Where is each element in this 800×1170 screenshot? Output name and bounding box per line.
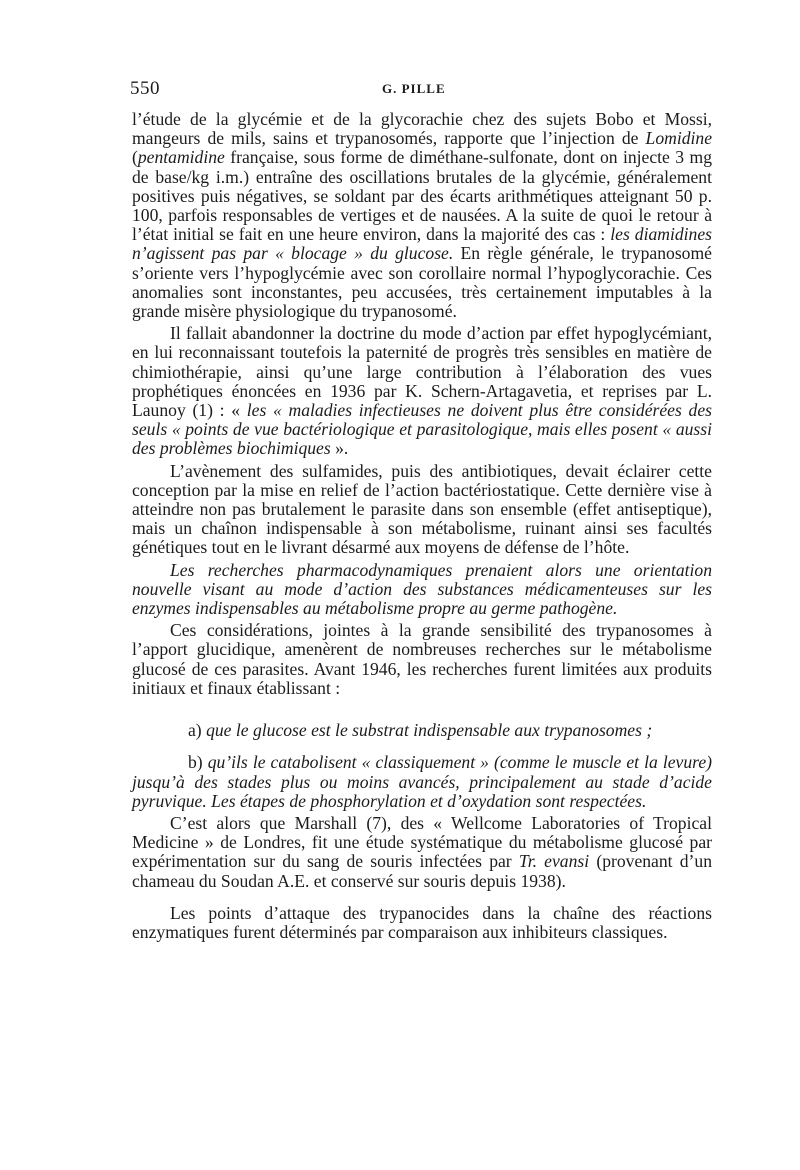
list-label: a)	[188, 720, 207, 741]
text-run: ».	[330, 438, 349, 459]
running-head-author: G. PILLE	[382, 81, 446, 96]
paragraph-5: Ces considérations, jointes à la grande sensibilité des trypanosomes à l’apport glucidique, amenèrent de nombreuses recherches sur le métabolisme glucosé de ces parasites. Avant 1946, les recherches furent limitées aux produits initiaux et finaux établissant :	[132, 620, 712, 698]
italic-run: Les recherches pharmacodynamiques prenaient alors une orientation nouvelle visant au mode d’action des substances médicamenteuses sur les enzymes indispensables au métabolisme propre au germe pathogène.	[132, 559, 712, 619]
paragraph-4	[132, 561, 712, 619]
running-head	[132, 78, 712, 100]
text-run: (	[132, 147, 138, 168]
spacer	[132, 701, 712, 721]
text-run: Il fallait abandonner la doctrine du mode d’action par effet hypoglycémiant, en lui reconnaissant toutefois la paternité de progrès très sensibles en matière de chimiothérapie, ainsi qu’une large contribution à l’élaboration des vues prophétiques énoncées en 1936 par K. Schern-Artagavetia, et reprises par L. Launoy (1) : «	[132, 323, 712, 421]
italic-run: Lomidine	[645, 128, 712, 149]
paragraph-3: L’avènement des sulfamides, puis des antibiotiques, devait éclairer cette conception par la mise en relief de l’action bactériostatique. Cette dernière vise à atteindre non pas brutalement le parasite dans son ensemble (effet antiseptique), mais un chaînon indispensable à son métabolisme, ruinant ainsi ses facultés génétiques tout en le livrant désarmé aux moyens de défense de l’hôte.	[132, 460, 712, 558]
text-run: l’étude de la glycémie et de la glycorachie chez des sujets Bobo et Mossi, mangeurs de mils, sains et trypanosomés, rapporte que l’injection de	[132, 109, 712, 149]
list-label: b)	[188, 752, 208, 773]
paragraph-7: Les points d’attaque des trypanocides dans la chaîne des réactions enzymatiques furent déterminés par comparaison aux inhibiteurs classiques.	[132, 902, 712, 942]
paragraph-6	[132, 814, 712, 891]
italic-quote: les « maladies infectieuses ne doivent plus être considérées des seuls « points de vue bactériologique et parasitologique, mais elles posent « aussi des problèmes biochimiques	[132, 400, 712, 459]
italic-run: Tr. evansi	[518, 851, 590, 872]
body-text	[132, 110, 712, 942]
text-run: (provenant d’un chameau du Soudan A.E. et conservé sur souris depuis 1938).	[132, 851, 712, 891]
italic-run: qu’ils le catabolisent « classiquement » (comme le muscle et la levure) jusqu’à des stades plus ou moins avancés, principalement au stade d’acide pyruvique. Les étapes de phosphorylation et d’oxydation sont respectées.	[132, 752, 712, 811]
list-item-a	[132, 721, 712, 740]
page	[132, 78, 712, 945]
paragraph-2	[132, 324, 712, 458]
text-run: française, sous forme de diméthane-sulfonate, dont on injecte 3 mg de base/kg i.m.) entraîne des oscillations brutales de la glycémie, généralement positives puis négatives, se soldant par des écarts arithmétiques atteignant 50 p. 100, parfois responsables de vertiges et de nausées. A la suite de quoi le retour à l’état initial se fait en une heure environ, dans la majorité des cas :	[132, 147, 712, 245]
italic-run: pentamidine	[137, 147, 225, 168]
paragraph-1	[132, 110, 712, 321]
italic-run: que le glucose est le substrat indispensable aux trypanosomes ;	[206, 720, 653, 741]
italic-run: les diamidines n’agissent pas par « blocage » du glucose.	[132, 224, 712, 264]
text-run: C’est alors que Marshall (7), des « Wellcome Laboratories of Tropical Medicine » de Londres, fit une étude systématique du métabolisme glucosé par expérimentation sur du sang de souris infectées par	[132, 812, 712, 872]
page-number: 550	[130, 78, 160, 99]
list-item-b	[132, 753, 712, 811]
text-run: En règle générale, le trypanosomé s’oriente vers l’hypoglycémie avec son corollaire normal l’hypoglycorachie. Ces anomalies sont inconstantes, peu accusées, très certainement imputables à la grande misère physiologique du trypanosomé.	[132, 243, 712, 322]
